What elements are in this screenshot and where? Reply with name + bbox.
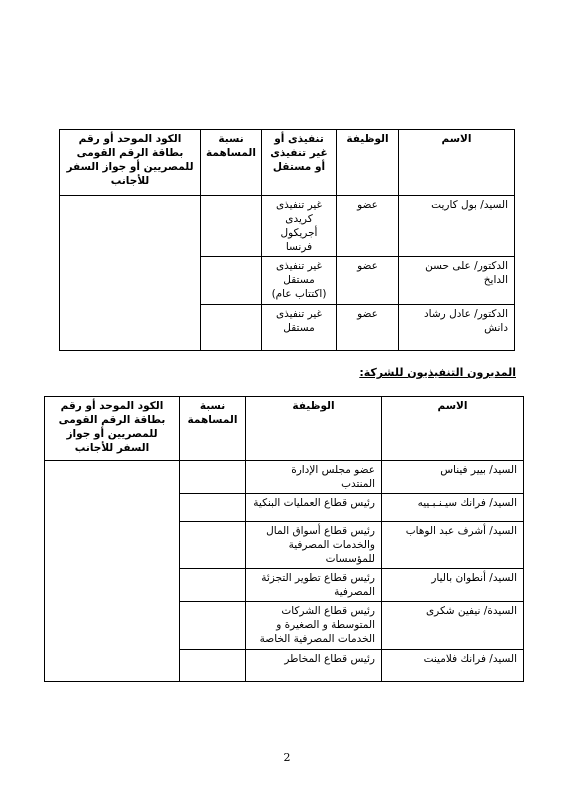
position-line: رئيس قطاع المخاطر xyxy=(284,653,375,665)
header-exec-status: تنفيذى أو غير تنفيذى أو مستقل xyxy=(262,130,337,196)
executive-share xyxy=(180,494,246,522)
header-share: نسبة المساهمة xyxy=(201,130,262,196)
exec-line: مستقل xyxy=(283,274,315,286)
member-code xyxy=(60,196,201,351)
position-line: رئيس قطاع تطوير التجزئة xyxy=(261,572,375,584)
exec-header-row xyxy=(45,397,524,461)
executive-position xyxy=(246,494,382,522)
position-line: المتوسطة و الصغيرة و xyxy=(276,619,375,631)
position-line: رئيس قطاع العمليات البنكية xyxy=(253,497,375,509)
executives-table xyxy=(44,396,524,682)
header-code: الكود الموحد أو رقم بطاقة الرقم القومى للمصريين أو جواز السفر للأجانب xyxy=(45,397,180,461)
executive-position xyxy=(246,650,382,682)
executive-name: السيد/ فرانك سيـنـبـييه xyxy=(382,494,524,522)
position-line: المصرفية xyxy=(334,586,375,598)
table-row xyxy=(45,461,524,494)
exec-line: غير تنفيذى xyxy=(275,308,323,320)
position-line: رئيس قطاع أسواق المال xyxy=(266,525,375,537)
page-number: 2 xyxy=(283,751,291,764)
executive-share xyxy=(180,522,246,569)
executive-name: السيد/ فرانك فلامينت xyxy=(382,650,524,682)
executive-position xyxy=(246,602,382,650)
executive-name: السيدة/ نيفين شكرى xyxy=(382,602,524,650)
exec-line: مستقل xyxy=(283,322,315,334)
member-name: السيد/ بول كاريت xyxy=(399,196,515,257)
member-name: الدكتور/ على حسن الدايخ xyxy=(399,257,515,305)
header-position: الوظيفة xyxy=(246,397,382,461)
position-line: رئيس قطاع الشركات xyxy=(281,605,375,617)
executive-share xyxy=(180,602,246,650)
member-exec-status xyxy=(262,196,337,257)
member-position: عضو xyxy=(337,257,399,305)
member-share xyxy=(201,257,262,305)
position-line: عضو مجلس الإدارة xyxy=(291,464,375,476)
member-exec-status xyxy=(262,305,337,351)
executive-share xyxy=(180,569,246,602)
executive-share xyxy=(180,461,246,494)
member-position: عضو xyxy=(337,305,399,351)
member-share xyxy=(201,305,262,351)
header-share: نسبة المساهمة xyxy=(180,397,246,461)
position-line: والخدمات المصرفية للمؤسسات xyxy=(288,539,375,565)
executive-share xyxy=(180,650,246,682)
member-exec-status xyxy=(262,257,337,305)
exec-line: (اكتتاب عام) xyxy=(271,288,327,300)
header-position: الوظيفة xyxy=(337,130,399,196)
header-code: الكود الموحد أو رقم بطاقة الرقم القومى للمصريين أو جواز السفر للأجانب xyxy=(60,130,201,196)
member-position: عضو xyxy=(337,196,399,257)
executive-name: السيد/ أشرف عبد الوهاب xyxy=(382,522,524,569)
executive-position xyxy=(246,569,382,602)
executive-name: السيد/ بيير فيناس xyxy=(382,461,524,494)
header-name: الاسم xyxy=(399,130,515,196)
board-header-row xyxy=(60,130,515,196)
exec-line: فرنسا xyxy=(285,241,313,253)
exec-line: غير تنفيذى xyxy=(275,199,323,211)
executives-heading: المديرون التنفيذيون للشركة: xyxy=(359,366,516,379)
exec-line: غير تنفيذى xyxy=(275,260,323,272)
position-line: الخدمات المصرفية الخاصة xyxy=(259,633,375,645)
header-name: الاسم xyxy=(382,397,524,461)
member-name: الدكتور/ عادل رشاد دانش xyxy=(399,305,515,351)
executive-code xyxy=(45,461,180,682)
board-members-table xyxy=(59,129,515,351)
executive-name: السيد/ أنطوان باليار xyxy=(382,569,524,602)
exec-line: كريدى أجريكول xyxy=(280,213,318,239)
executive-position xyxy=(246,522,382,569)
executive-position xyxy=(246,461,382,494)
member-share xyxy=(201,196,262,257)
position-line: المنتدب xyxy=(341,478,375,490)
table-row xyxy=(60,196,515,257)
